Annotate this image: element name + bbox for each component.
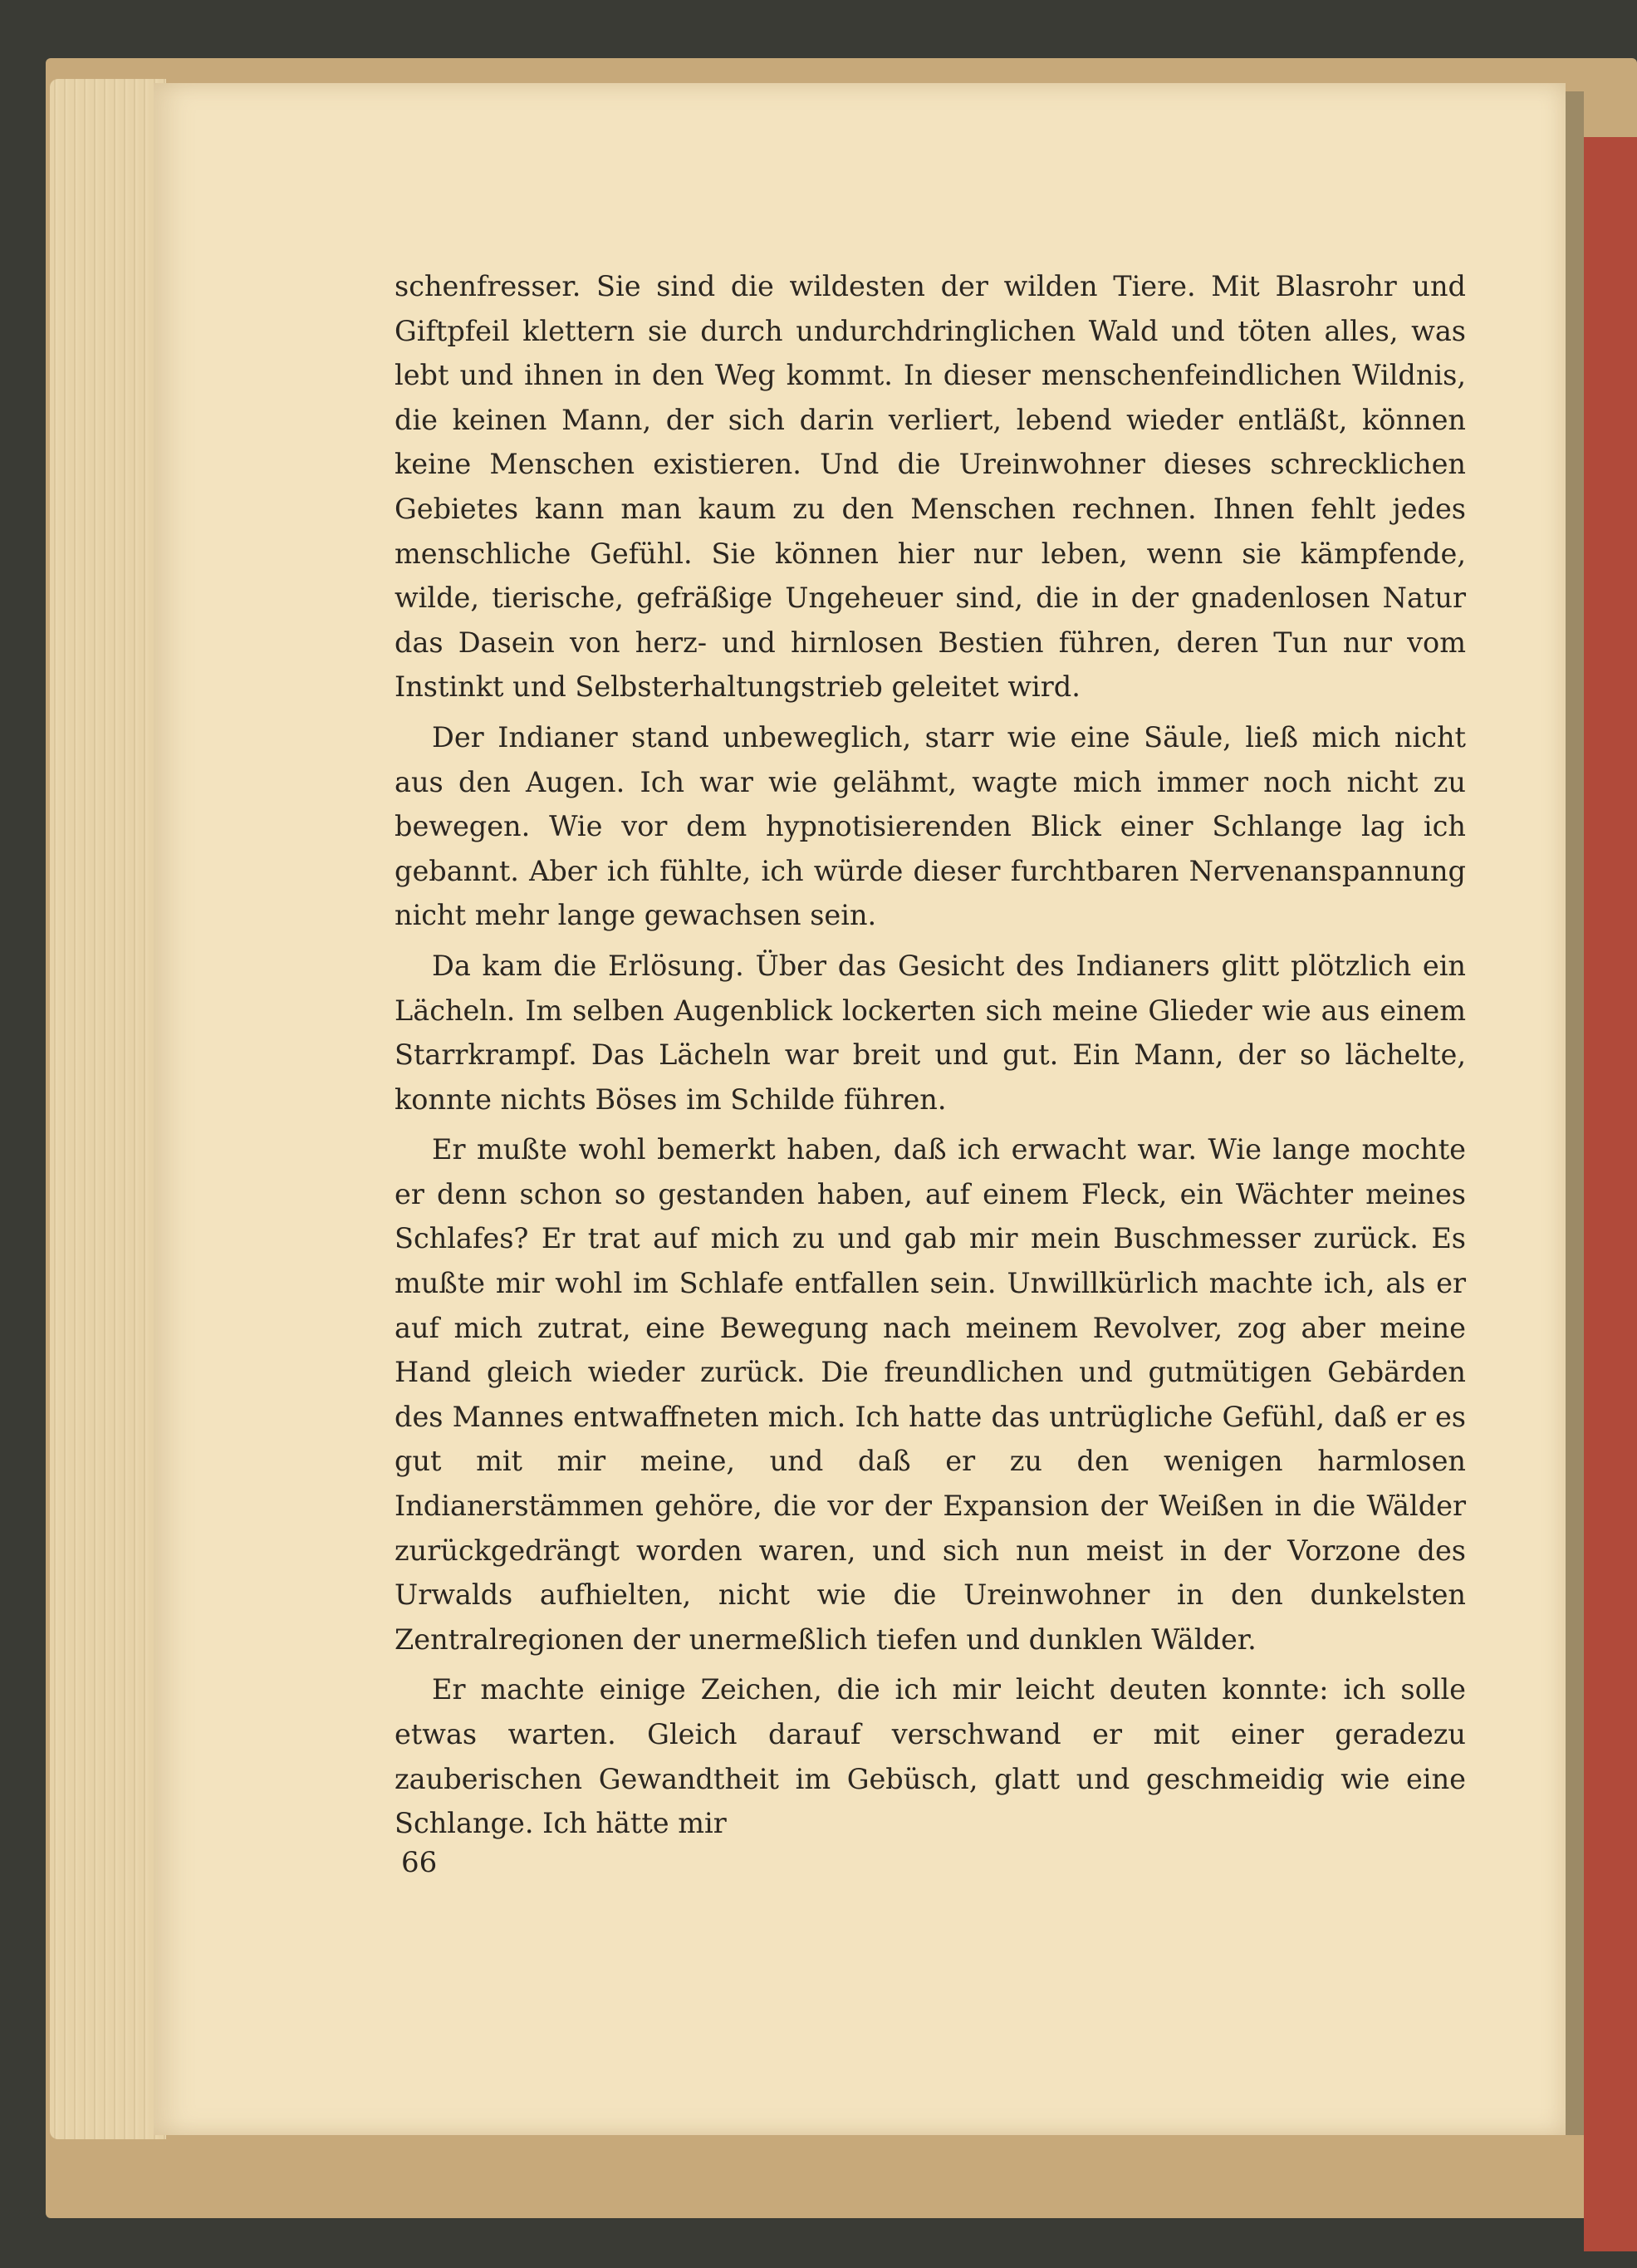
- next-page-edge: [1566, 91, 1584, 2135]
- paragraph-4: Er mußte wohl bemerkt haben, daß ich erwacht war. Wie lange mochte er denn schon so gestanden haben, auf einem Fleck, ein Wächter meines Schlafes? Er trat auf mich zu und gab mir mein Buschmesser zurück. Es mußte mir wohl im Schlafe entfallen sein. Unwillkürlich machte ich, als er auf mich zutrat, eine Bewegung nach meinem Revolver, zog aber meine Hand gleich wieder zurück. Die freundlichen und gutmütigen Gebärden des Mannes entwaffneten mich. Ich hatte das untrügliche Gefühl, daß er es gut mit mir meine, und daß er zu den wenigen harmlosen Indianerstämmen gehöre, die vor der Expansion der Weißen in die Wälder zurückgedrängt worden waren, und sich nun meist in der Vorzone des Urwalds aufhielten, nicht wie die Ureinwohner in den dunkelsten Zentralregionen der unermeßlich tiefen und dunklen Wälder.: [395, 1133, 1466, 1656]
- paragraph-1: schenfresser. Sie sind die wildesten der wilden Tiere. Mit Blasrohr und Giftpfeil klettern sie durch undurchdringlichen Wald und töten alles, was lebt und ihnen in den Weg kommt. In dieser menschenfeindlichen Wildnis, die keinen Mann, der sich darin verliert, lebend wieder entläßt, können keine Menschen existieren. Und die Ureinwohner dieses schrecklichen Gebietes kann man kaum zu den Menschen rechnen. Ihnen fehlt jedes menschliche Gefühl. Sie können hier nur leben, wenn sie kämpfende, wilde, tierische, gefräßige Ungeheuer sind, die in der gnadenlosen Natur das Dasein von herz- und hirnlosen Bestien führen, deren Tun nur vom Instinkt und Selbsterhaltungstrieb geleitet wird.: [395, 270, 1466, 704]
- paragraph-3: Da kam die Erlösung. Über das Gesicht des Indianers glitt plötzlich ein Lächeln. Im selben Augenblick lockerten sich meine Glieder wie aus einem Starrkrampf. Das Lächeln war breit und gut. Ein Mann, der so lächelte, konnte nichts Böses im Schilde führen.: [395, 949, 1466, 1116]
- page-number: 66: [401, 1846, 438, 1879]
- paragraph-5: Er machte einige Zeichen, die ich mir leicht deuten konnte: ich solle etwas warten. Gleich darauf verschwand er mit einer geradezu zauberischen Gewandtheit im Gebüsch, glatt und geschmeidig wie eine Schlange. Ich hätte mir: [395, 1673, 1466, 1840]
- paragraph-2: Der Indianer stand unbeweglich, starr wie eine Säule, ließ mich nicht aus den Augen. Ich war wie gelähmt, wagte mich immer noch nicht zu bewegen. Wie vor dem hypnotisierenden Blick einer Schlange lag ich gebannt. Aber ich fühlte, ich würde dieser furchtbaren Nervenanspannung nicht mehr lange gewachsen sein.: [395, 720, 1466, 932]
- page-body-text: [395, 264, 1466, 1852]
- stacked-page-edges: [50, 79, 166, 2139]
- book-spine-edge: [1584, 137, 1637, 2251]
